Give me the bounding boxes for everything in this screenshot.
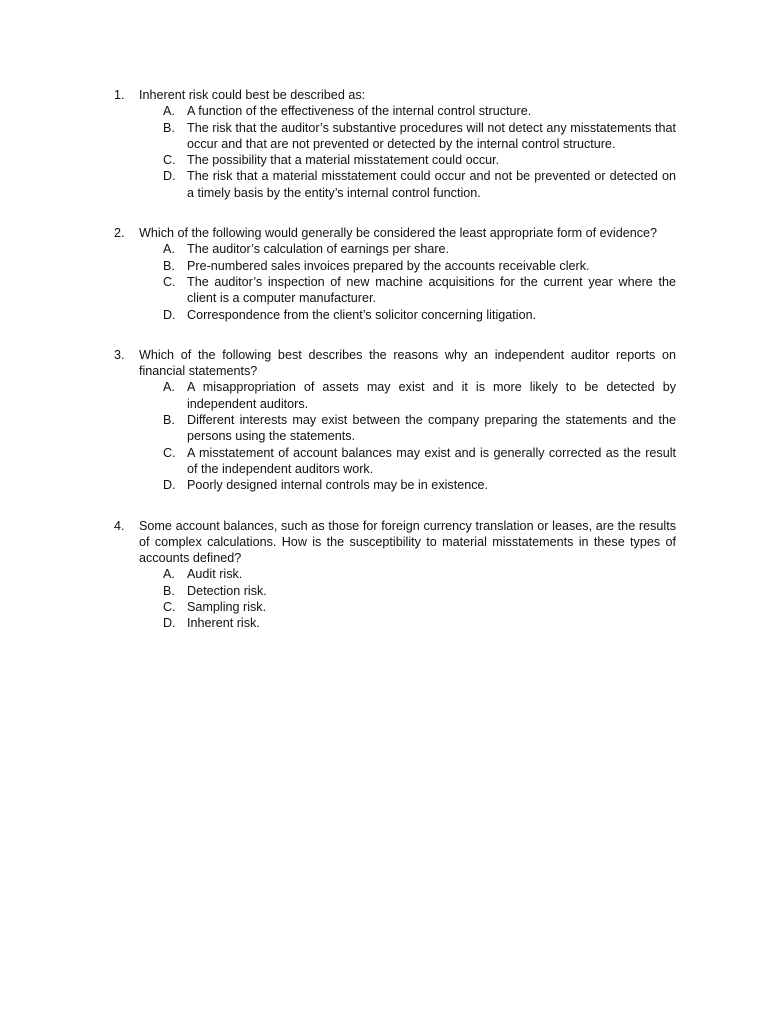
option-c: [139, 152, 676, 168]
option-letter: A.: [163, 242, 175, 257]
option-a: [139, 379, 676, 412]
option-letter: A.: [163, 567, 175, 582]
option-d: [139, 307, 676, 323]
question-number: 2.: [114, 226, 125, 241]
option-b: [139, 412, 676, 445]
option-a: [139, 566, 676, 582]
option-letter: D.: [163, 478, 176, 493]
option-letter: B.: [163, 413, 175, 428]
option-list: [139, 103, 676, 201]
option-letter: D.: [163, 169, 176, 184]
option-letter: A.: [163, 104, 175, 119]
option-letter: B.: [163, 258, 175, 273]
question-1: [114, 87, 676, 201]
option-b: [139, 258, 676, 274]
option-a: [139, 241, 676, 257]
option-text: A misappropriation of assets may exist and it is more likely to be detected by independent auditors.: [187, 380, 676, 411]
option-text: Different interests may exist between the company preparing the statements and the persons using the statements.: [187, 413, 676, 444]
option-list: [139, 241, 676, 322]
option-text: Detection risk.: [187, 583, 267, 598]
option-text: The auditor’s calculation of earnings per share.: [187, 242, 450, 257]
option-letter: C.: [163, 445, 176, 460]
option-list: [139, 566, 676, 631]
option-letter: B.: [163, 120, 175, 135]
question-number: 4.: [114, 518, 125, 533]
option-text: Sampling risk.: [187, 600, 267, 615]
option-c: [139, 599, 676, 615]
question-4: [114, 518, 676, 632]
question-number: 3.: [114, 347, 125, 362]
option-text: A function of the effectiveness of the internal control structure.: [187, 104, 532, 119]
option-d: [139, 168, 676, 201]
option-d: [139, 615, 676, 631]
option-list: [139, 379, 676, 493]
question-text: Which of the following would generally be considered the least appropriate form of evidence?: [139, 226, 658, 241]
option-letter: C.: [163, 153, 176, 168]
question-3: [114, 347, 676, 494]
option-a: [139, 103, 676, 119]
option-text: The possibility that a material misstatement could occur.: [187, 153, 500, 168]
option-c: [139, 274, 676, 307]
question-list: [114, 87, 676, 656]
option-letter: D.: [163, 616, 176, 631]
question-text: Inherent risk could best be described as:: [139, 88, 366, 102]
question-number: 1.: [114, 88, 125, 102]
option-text: The risk that the auditor’s substantive procedures will not detect any misstatements that occur and that are not prevented or detected by the internal control structure.: [187, 120, 676, 151]
option-letter: A.: [163, 380, 175, 395]
question-text: Some account balances, such as those for foreign currency translation or leases, are the results of complex calculations. How is the susceptibility to material misstatements in these types of accounts defined?: [139, 518, 676, 566]
option-d: [139, 477, 676, 493]
question-text: Which of the following best describes the reasons why an independent auditor reports on financial statements?: [139, 347, 676, 379]
option-letter: D.: [163, 307, 176, 322]
option-b: [139, 120, 676, 153]
option-text: Correspondence from the client’s solicitor concerning litigation.: [187, 307, 537, 322]
option-text: Pre-numbered sales invoices prepared by the accounts receivable clerk.: [187, 258, 590, 273]
option-text: Inherent risk.: [187, 616, 260, 631]
option-text: The risk that a material misstatement could occur and not be prevented or detected on a timely basis by the entity’s internal control function.: [187, 169, 676, 200]
question-2: [114, 225, 676, 323]
option-letter: C.: [163, 274, 176, 289]
option-text: Poorly designed internal controls may be in existence.: [187, 478, 489, 493]
option-letter: B.: [163, 583, 175, 598]
option-text: The auditor’s inspection of new machine acquisitions for the current year where the client is a computer manufacturer.: [187, 274, 676, 306]
option-c: [139, 445, 676, 478]
option-b: [139, 583, 676, 599]
option-letter: C.: [163, 600, 176, 615]
option-text: Audit risk.: [187, 567, 243, 582]
option-text: A misstatement of account balances may exist and is generally corrected as the result of the independent auditors work.: [187, 445, 676, 476]
